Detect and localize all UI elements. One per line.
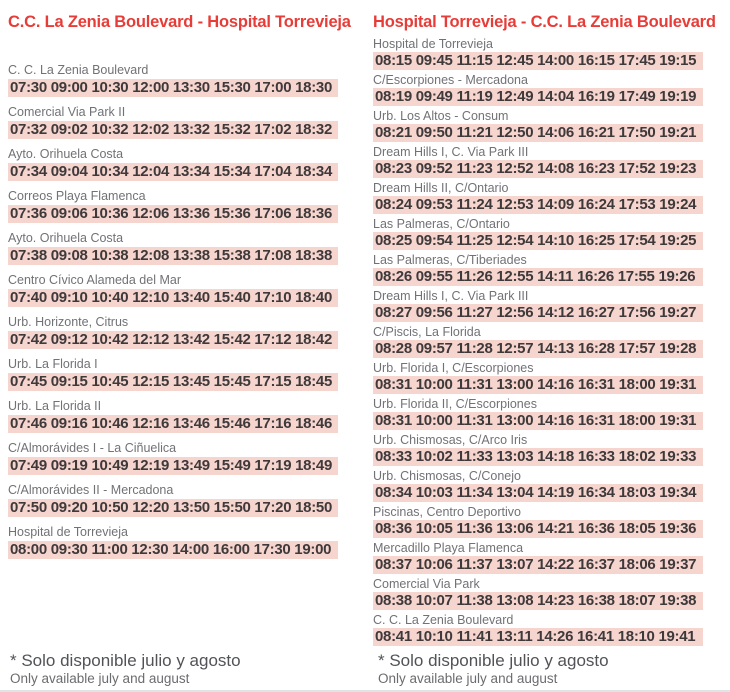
stop-name: C. C. La Zenia Boulevard [373,613,514,627]
departure-times: 07:46 09:16 10:46 12:16 13:46 15:46 17:16 18:46 [10,415,332,432]
stop-entry [373,146,703,178]
stop-name: Hospital de Torrevieja [8,525,128,539]
stop-name: Urb. Florida II, C/Escorpiones [373,397,537,411]
departure-times: 08:21 09:50 11:21 12:50 14:06 16:21 17:50 19:21 [375,124,697,141]
stop-entry [8,63,338,97]
stop-name: Dream Hills I, C. Via Park III [373,289,529,303]
stop-entry [373,110,703,142]
stop-name: Ayto. Orihuela Costa [8,147,124,161]
stop-list-outbound [8,63,338,559]
stop-name: C/Almorávides I - La Ciñuelica [8,441,177,455]
stop-entry [373,362,703,394]
departure-times-bar [8,331,338,349]
stop-entry [373,290,703,322]
footnote-return [378,651,609,686]
stop-entry [8,231,338,265]
stop-name: Urb. Horizonte, Citrus [8,315,129,329]
stop-name: Piscinas, Centro Deportivo [373,505,521,519]
departure-times-bar [373,412,703,430]
stop-name: Urb. Chismosas, C/Conejo [373,469,521,483]
stop-entry [8,357,338,391]
departure-times: 08:25 09:54 11:25 12:54 14:10 16:25 17:54 19:25 [375,232,697,249]
timetable-column-outbound [8,12,351,567]
stop-list-return [373,38,703,646]
departure-times-bar [373,556,703,574]
departure-times-bar [373,124,703,142]
stop-name: Urb. Chismosas, C/Arco Iris [373,433,528,447]
route-title-return: Hospital Torrevieja - C.C. La Zenia Boulevard [373,13,716,31]
departure-times-bar [373,52,703,70]
departure-times: 08:31 10:00 11:31 13:00 14:16 16:31 18:00 19:31 [375,376,697,393]
departure-times: 07:45 09:15 10:45 12:15 13:45 15:45 17:15 18:45 [10,373,332,390]
stop-entry [8,525,338,559]
departure-times-bar [8,457,338,475]
departure-times-bar [8,289,338,307]
departure-times: 08:31 10:00 11:31 13:00 14:16 16:31 18:00 19:31 [375,412,697,429]
stop-entry [373,182,703,214]
departure-times: 07:42 09:12 10:42 12:12 13:42 15:42 17:12 18:42 [10,331,332,348]
stop-name: Comercial Via Park [373,577,480,591]
departure-times: 08:26 09:55 11:26 12:55 14:11 16:26 17:55 19:26 [375,268,696,285]
stop-name: Ayto. Orihuela Costa [8,231,124,245]
stop-entry [373,578,703,610]
stop-name: Urb. Florida I, C/Escorpiones [373,361,534,375]
stop-entry [373,74,703,106]
stop-name: Urb. La Florida II [8,399,102,413]
footnote-english: Only available july and august [10,671,190,686]
departure-times-bar [8,79,338,97]
stop-name: Las Palmeras, C/Tiberiades [373,253,527,267]
departure-times: 08:38 10:07 11:38 13:08 14:23 16:38 18:07 19:38 [375,592,697,609]
departure-times-bar [373,268,703,286]
departure-times: 08:34 10:03 11:34 13:04 14:19 16:34 18:03 19:34 [375,484,697,501]
stop-entry [8,105,338,139]
departure-times: 08:36 10:05 11:36 13:06 14:21 16:36 18:05 19:36 [375,520,697,537]
departure-times: 08:27 09:56 11:27 12:56 14:12 16:27 17:56 19:27 [375,304,697,321]
departure-times-bar [8,163,338,181]
stop-entry [8,483,338,517]
stop-entry [373,254,703,286]
stop-name: Urb. Los Altos - Consum [373,109,509,123]
stop-name: C. C. La Zenia Boulevard [8,63,149,77]
departure-times: 07:30 09:00 10:30 12:00 13:30 15:30 17:00 18:30 [10,79,332,96]
stop-entry [373,542,703,574]
stop-entry [8,147,338,181]
departure-times: 07:49 09:19 10:49 12:19 13:49 15:49 17:19 18:49 [10,457,332,474]
timetable-column-return [373,12,716,650]
footnote-spanish: * Solo disponible julio y agosto [378,651,609,670]
stop-entry [8,315,338,349]
stop-name: Urb. La Florida I [8,357,98,371]
departure-times-bar [373,448,703,466]
departure-times-bar [8,541,338,559]
footnote-english: Only available july and august [378,671,558,686]
stop-name: C/Escorpiones - Mercadona [373,73,528,87]
departure-times-bar [8,121,338,139]
stop-name: Dream Hills II, C/Ontario [373,181,509,195]
stop-entry [373,398,703,430]
departure-times-bar [373,520,703,538]
footnote-outbound [10,651,241,686]
departure-times: 08:23 09:52 11:23 12:52 14:08 16:23 17:52 19:23 [375,160,697,177]
stop-entry [373,470,703,502]
departure-times: 07:34 09:04 10:34 12:04 13:34 15:34 17:04 18:34 [10,163,332,180]
stop-entry [373,434,703,466]
departure-times: 08:19 09:49 11:19 12:49 14:04 16:19 17:49 19:19 [375,88,697,105]
stop-entry [373,506,703,538]
stop-name: Mercadillo Playa Flamenca [373,541,524,555]
departure-times: 07:36 09:06 10:36 12:06 13:36 15:36 17:06 18:36 [10,205,332,222]
stop-name: Hospital de Torrevieja [373,37,493,51]
departure-times-bar [373,628,703,646]
departure-times: 08:24 09:53 11:24 12:53 14:09 16:24 17:53 19:24 [375,196,697,213]
departure-times: 08:15 09:45 11:15 12:45 14:00 16:15 17:45 19:15 [375,52,697,69]
stop-name: Comercial Via Park II [8,105,126,119]
stop-name: Dream Hills I, C. Via Park III [373,145,529,159]
departure-times: 07:32 09:02 10:32 12:02 13:32 15:32 17:02 18:32 [10,121,332,138]
stop-entry [373,218,703,250]
departure-times-bar [8,415,338,433]
stop-entry [8,399,338,433]
departure-times: 08:28 09:57 11:28 12:57 14:13 16:28 17:57 19:28 [375,340,697,357]
stop-entry [8,441,338,475]
stop-name: Correos Playa Flamenca [8,189,146,203]
stop-entry [8,273,338,307]
stop-name: C/Almorávides II - Mercadona [8,483,174,497]
departure-times-bar [8,373,338,391]
stop-entry [373,38,703,70]
departure-times-bar [373,160,703,178]
stop-name: C/Piscis, La Florida [373,325,481,339]
departure-times-bar [373,376,703,394]
departure-times-bar [373,484,703,502]
departure-times: 08:37 10:06 11:37 13:07 14:22 16:37 18:06 19:37 [375,556,697,573]
footnote-spanish: * Solo disponible julio y agosto [10,651,241,670]
departure-times-bar [8,205,338,223]
departure-times-bar [8,247,338,265]
stop-entry [8,189,338,223]
departure-times-bar [373,232,703,250]
departure-times-bar [8,499,338,517]
departure-times: 08:41 10:10 11:41 13:11 14:26 16:41 18:10 19:41 [375,628,696,645]
departure-times-bar [373,196,703,214]
stop-entry [373,614,703,646]
departure-times: 07:38 09:08 10:38 12:08 13:38 15:38 17:08 18:38 [10,247,332,264]
departure-times-bar [373,304,703,322]
departure-times-bar [373,88,703,106]
departure-times-bar [373,340,703,358]
departure-times: 07:40 09:10 10:40 12:10 13:40 15:40 17:10 18:40 [10,289,332,306]
departure-times: 08:33 10:02 11:33 13:03 14:18 16:33 18:02 19:33 [375,448,697,465]
departure-times-bar [373,592,703,610]
stop-entry [373,326,703,358]
route-title-outbound: C.C. La Zenia Boulevard - Hospital Torrevieja [8,13,351,31]
stop-name: Las Palmeras, C/Ontario [373,217,510,231]
departure-times: 07:50 09:20 10:50 12:20 13:50 15:50 17:20 18:50 [10,499,332,516]
departure-times: 08:00 09:30 11:00 12:30 14:00 16:00 17:30 19:00 [10,541,332,558]
stop-name: Centro Cívico Alameda del Mar [8,273,181,287]
